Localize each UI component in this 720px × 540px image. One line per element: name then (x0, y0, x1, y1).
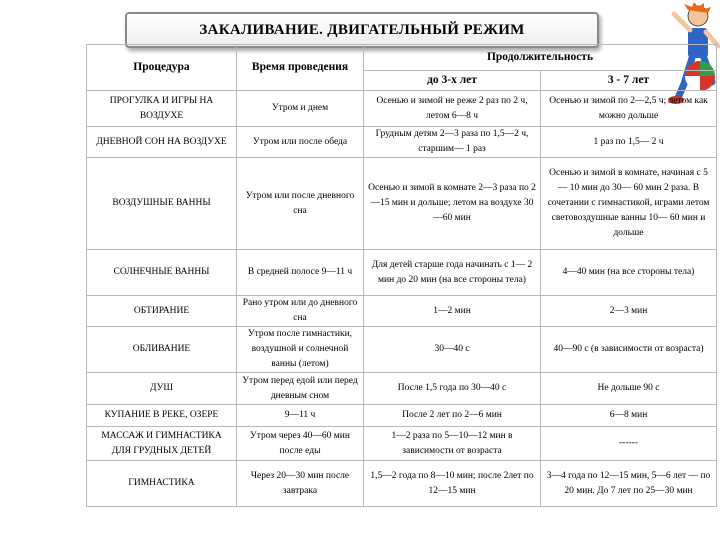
age1-cell: Осенью и зимой в комнате 2—3 раза по 2—15 мин и дольше; летом на воздухе 30—60 мин (364, 158, 541, 250)
table-row (87, 405, 717, 427)
table-row (87, 327, 717, 373)
title-banner (125, 12, 599, 48)
table-row (87, 250, 717, 296)
procedure-cell: ОБТИРАНИЕ (87, 296, 237, 327)
procedure-cell: СОЛНЕЧНЫЕ ВАННЫ (87, 250, 237, 296)
procedure-cell: ВОЗДУШНЫЕ ВАННЫ (87, 158, 237, 250)
age1-cell: 30—40 с (364, 327, 541, 373)
table-row (87, 127, 717, 158)
procedure-cell: ГИМНАСТИКА (87, 461, 237, 507)
age2-cell: 2—3 мин (541, 296, 717, 327)
age1-cell: После 2 лет по 2—6 мин (364, 405, 541, 427)
age1-cell: 1,5—2 года по 8—10 мин; после 2лет по 12—15 мин (364, 461, 541, 507)
age1-cell: Для детей старше года начинать с 1— 2 мин до 20 мин (на все стороны тела) (364, 250, 541, 296)
table-row (87, 91, 717, 127)
header-age-3-7: 3 - 7 лет (541, 71, 717, 91)
time-cell: Утром и днем (237, 91, 364, 127)
age2-cell: 40—90 с (в зависимости от возраста) (541, 327, 717, 373)
header-time: Время проведения (237, 45, 364, 91)
age1-cell: Осенью и зимой не реже 2 раз по 2 ч, летом 6—8 ч (364, 91, 541, 127)
age2-cell: Осенью и зимой в комнате, начиная с 5— 10 мин до 30— 60 мин 2 раза. В сочетании с гимнастикой, играми летом световоздушные ванны 10— 60 мин и дольше (541, 158, 717, 250)
time-cell: Через 20—30 мин после завтрака (237, 461, 364, 507)
procedure-cell: ПРОГУЛКА И ИГРЫ НА ВОЗДУХЕ (87, 91, 237, 127)
age2-cell: Осенью и зимой по 2—2,5 ч; летом как можно дольше (541, 91, 717, 127)
time-cell: Рано утром или до дневного сна (237, 296, 364, 327)
time-cell: Утром или после дневного сна (237, 158, 364, 250)
age2-cell: 6—8 мин (541, 405, 717, 427)
age2-cell: ------ (541, 427, 717, 461)
age2-cell: 1 раз по 1,5— 2 ч (541, 127, 717, 158)
procedure-cell: ДУШ (87, 373, 237, 405)
header-age-under-3: до 3-х лет (364, 71, 541, 91)
age1-cell: 1—2 раза по 5—10—12 мин в зависимости от возраста (364, 427, 541, 461)
age1-cell: Грудным детям 2—3 раза по 1,5—2 ч, старшим— 1 раз (364, 127, 541, 158)
time-cell: Утром через 40—60 мин после еды (237, 427, 364, 461)
time-cell: 9—11 ч (237, 405, 364, 427)
table-row (87, 373, 717, 405)
procedure-cell: КУПАНИЕ В РЕКЕ, ОЗЕРЕ (87, 405, 237, 427)
age1-cell: 1—2 мин (364, 296, 541, 327)
table-row (87, 158, 717, 250)
time-cell: В средней полосе 9—11 ч (237, 250, 364, 296)
page-title: ЗАКАЛИВАНИЕ. ДВИГАТЕЛЬНЫЙ РЕЖИМ (199, 21, 525, 38)
table-row (87, 296, 717, 327)
time-cell: Утром перед едой или перед дневным сном (237, 373, 364, 405)
age1-cell: После 1,5 года по 30—40 с (364, 373, 541, 405)
header-duration: Продолжительность (364, 45, 717, 71)
time-cell: Утром после гимнастики, воздушной и солнечной ванны (летом) (237, 327, 364, 373)
procedure-cell: ОБЛИВАНИЕ (87, 327, 237, 373)
age2-cell: 4—40 мин (на все стороны тела) (541, 250, 717, 296)
time-cell: Утром или после обеда (237, 127, 364, 158)
hardening-table (86, 44, 717, 507)
table-row (87, 427, 717, 461)
age2-cell: Не дольше 90 с (541, 373, 717, 405)
age2-cell: 3—4 года по 12—15 мин, 5—6 лет — по 20 мин. До 7 лет по 25—30 мин (541, 461, 717, 507)
procedure-cell: МАССАЖ И ГИМНАСТИКА ДЛЯ ГРУДНЫХ ДЕТЕЙ (87, 427, 237, 461)
table-row (87, 461, 717, 507)
procedure-cell: ДНЕВНОЙ СОН НА ВОЗДУХЕ (87, 127, 237, 158)
header-procedure: Процедура (87, 45, 237, 91)
